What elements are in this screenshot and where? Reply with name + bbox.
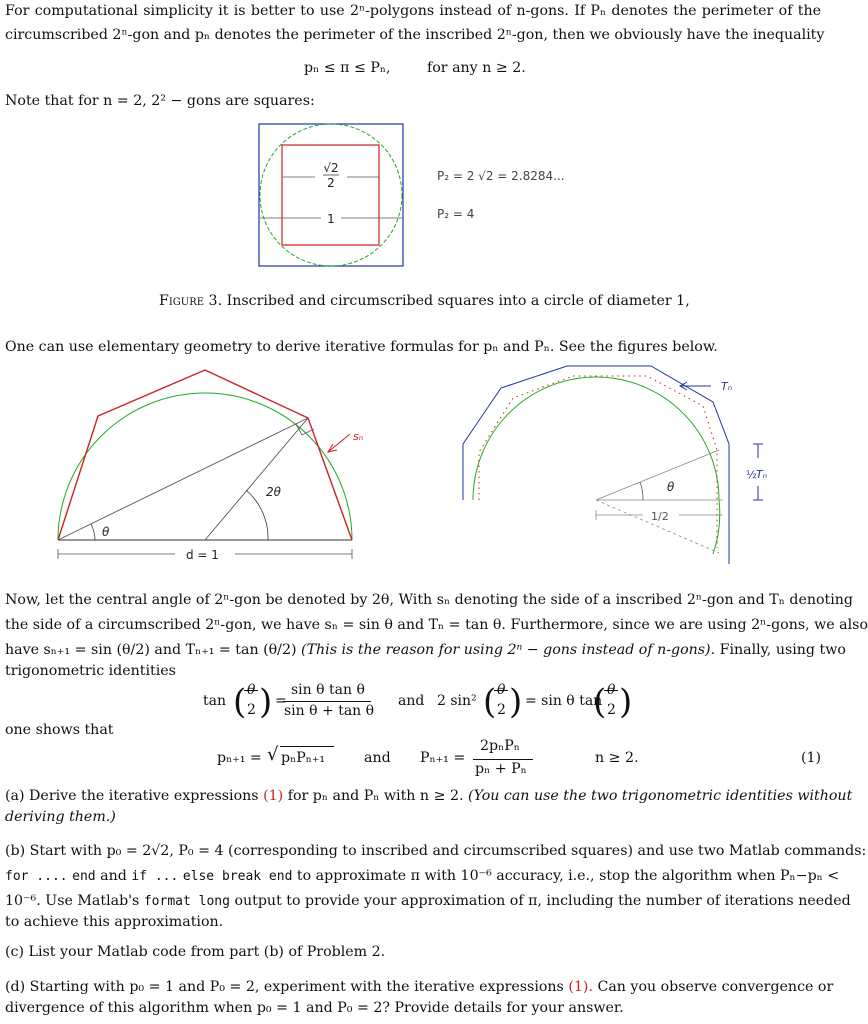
two-theta-label: 2θ xyxy=(266,485,281,499)
question-b-line-1: (b) Start with p₀ = 2√2, P₀ = 4 (corresponding to inscribed and circumscribed squares) and use two Matlab commands: xyxy=(5,843,867,859)
question-c: (c) List your Matlab code from part (b) of Problem 2. xyxy=(5,944,386,960)
half-fraction-label: ½ xyxy=(746,468,757,481)
para-line-1: Now, let the central angle of 2ⁿ-gon be denoted by 2θ, With sₙ denoting the side of a inscribed 2ⁿ-gon and Tₙ denoting xyxy=(5,592,853,608)
para-line-3 xyxy=(5,638,846,663)
question-d-line-2: divergence of this algorithm when p₀ = 1 and P₀ = 2? Provide details for your answer. xyxy=(5,1000,624,1016)
equation-number: (1) xyxy=(801,750,822,766)
semicircle xyxy=(58,393,352,540)
derive-text: One can use elementary geometry to derive iterative formulas for pₙ and Pₙ. See the figures below. xyxy=(5,339,718,355)
para-line-3a: have sₙ₊₁ = sin (θ/2) and Tₙ₊₁ = tan (θ/2) xyxy=(5,642,297,658)
sn-label: sₙ xyxy=(353,430,364,443)
half-length-label: 1/2 xyxy=(651,510,669,523)
note-squares: Note that for n = 2, 2² − gons are squares: xyxy=(5,93,315,109)
denominator-label: 2 xyxy=(327,176,335,190)
inscribed-polygon-figure xyxy=(50,360,365,572)
theta-label-right: θ xyxy=(667,480,675,494)
caption-prefix: Figure 3. xyxy=(159,293,223,309)
question-a-line-2: deriving them.) xyxy=(5,809,116,825)
intro-line-1: For computational simplicity it is better to use 2ⁿ-polygons instead of n-gons. If Pₙ denotes the perimeter of the xyxy=(5,3,821,19)
figure-3-diagram xyxy=(255,120,585,270)
para-line-4: trigonometric identities xyxy=(5,663,176,679)
diameter-label: d = 1 xyxy=(186,548,219,562)
Tn-label: Tₙ xyxy=(721,380,733,393)
inscribed-polygon xyxy=(58,370,352,540)
para-line-3b: (This is the reason for using 2ⁿ − gons instead of n-gons). xyxy=(301,642,716,658)
inequality-condition: for any n ≥ 2. xyxy=(427,60,526,76)
intro-line-2: circumscribed 2ⁿ-gon and pₙ denotes the perimeter of the inscribed 2ⁿ-gon, then we obviously have the inequality xyxy=(5,27,825,43)
P2-circumscribed-value: P₂ = 4 xyxy=(437,207,475,221)
question-b-line-3: 10⁻⁶. Use Matlab's format long output to provide your approximation of π, including the number of iterations needed xyxy=(5,893,851,909)
theta-label: θ xyxy=(102,525,110,539)
caption-text: Inscribed and circumscribed squares into a circle of diameter 1, xyxy=(226,293,690,309)
circumscribed-polygon xyxy=(463,366,729,564)
question-a-line-1: (a) Derive the iterative expressions (1) for pₙ and Pₙ with n ≥ 2. (You can use the two trigonometric identities without xyxy=(5,788,853,804)
equation-ref-d[interactable]: (1). xyxy=(568,979,593,995)
equation-ref[interactable]: (1) xyxy=(263,788,284,804)
para-line-3c: Finally, using two xyxy=(719,642,846,658)
figure-3-caption xyxy=(159,293,690,309)
para-line-2: the side of a circumscribed 2ⁿ-gon, we have sₙ = sin θ and Tₙ = tan θ. Furthermore, since we are using 2ⁿ-gons, we also xyxy=(5,617,868,633)
one-label: 1 xyxy=(327,212,335,226)
question-b-line-2: for .... end and if ... else break end to approximate π with 10⁻⁶ accuracy, i.e., stop the algorithm when Pₙ−pₙ < xyxy=(5,868,840,884)
one-shows-that: one shows that xyxy=(5,722,114,738)
inequality: pₙ ≤ π ≤ Pₙ, xyxy=(304,60,391,76)
P2-inscribed-formula: P₂ = 2 √2 = 2.8284... xyxy=(437,169,565,183)
sqrt2-label: √2 xyxy=(323,161,339,175)
question-d-line-1: (d) Starting with p₀ = 1 and P₀ = 2, experiment with the iterative expressions (1). Can you observe convergence or xyxy=(5,979,834,995)
question-b-line-4: to achieve this approximation. xyxy=(5,914,224,930)
inscribed-square xyxy=(282,145,379,245)
circumscribed-polygon-figure xyxy=(455,358,775,573)
inscribed-dotted-polygon xyxy=(479,376,717,548)
half-Tn-label: Tₙ xyxy=(756,468,768,481)
